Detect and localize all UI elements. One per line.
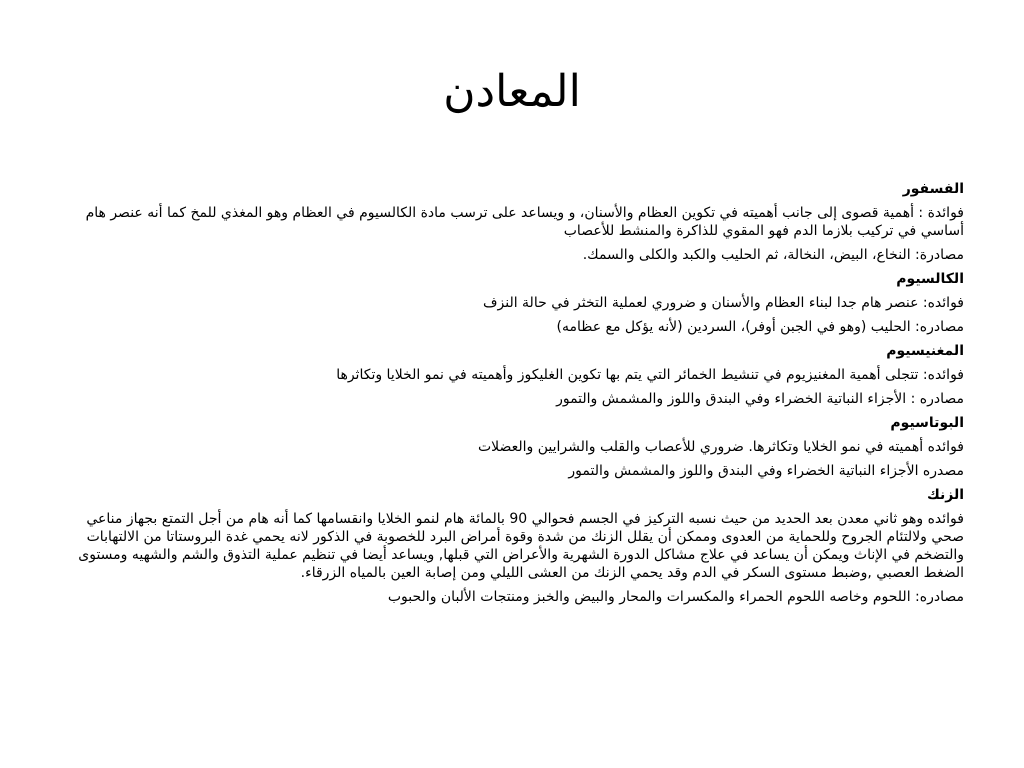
section-paragraph: مصادره : الأجزاء النباتية الخضراء وفي البندق واللوز والمشمش والتمور xyxy=(556,391,964,407)
section-magnesium xyxy=(64,342,964,408)
section-paragraph: مصادره: اللحوم وخاصه اللحوم الحمراء والمكسرات والمحار والبيض والخبز ومنتجات الألبان والحبوب xyxy=(387,589,964,605)
slide-title: المعادن xyxy=(443,66,581,117)
section-paragraph: فوائده وهو ثاني معدن بعد الحديد من حيث نسبه التركيز في الجسم فحوالي 90 بالمائة هام لنمو الخلايا وانقسامها كما أنه هام من أجل التمتع بجهاز مناعي صحي ولالتئام الجروح وللحماية من العدوى وممكن أن يقلل الزنك من شدة وقوة أمراض البرد للخصوبة في الذكور لانه يحمي غدة البروستاتا من الالتهابات والتضخم في الإناث ويمكن أن يساعد في علاج مشاكل الدورة الشهرية والأعراض التي قبلها, ويساعد أيضا في تنظيم عملية التذوق والشم والشهيه ومستوى الضغط العصبي ,وضبط مستوى السكر في الدم وقد يحمي الزنك من العشى الليلي ومن إصابة العين بالمياه الزرقاء. xyxy=(78,511,964,581)
slide-content xyxy=(64,180,964,612)
section-heading: الكالسيوم xyxy=(896,271,964,287)
section-heading: البوتاسيوم xyxy=(890,415,964,431)
section-paragraph: فوائده: عنصر هام جدا لبناء العظام والأسنان و ضروري لعملية التخثر في حالة النزف xyxy=(482,295,964,311)
section-phosphorus xyxy=(64,180,964,264)
section-heading: المغنيسيوم xyxy=(886,343,964,359)
section-paragraph: فوائده أهميته في نمو الخلايا وتكاثرها. ضروري للأعصاب والقلب والشرايين والعضلات xyxy=(477,439,964,455)
section-paragraph: فوائدة : أهمية قصوى إلى جانب أهميته في تكوين العظام والأسنان، و ويساعد على ترسب مادة الكالسيوم في العظام وهو المغذي للمخ كما أنه عنصر هام أساسي في تركيب بلازما الدم فهو المقوي للذاكرة والمنشط للأعصاب xyxy=(85,205,964,239)
section-heading: الزنك xyxy=(926,487,964,503)
section-paragraph: مصادرة: النخاع، البيض، النخالة، ثم الحليب والكبد والكلى والسمك. xyxy=(582,247,964,263)
section-potassium xyxy=(64,414,964,480)
section-zinc xyxy=(64,486,964,606)
section-paragraph: فوائده: تتجلى أهمية المغنيزيوم في تنشيط الخمائر التي يتم بها تكوين الغليكوز وأهميته في نمو الخلايا وتكاثرها xyxy=(336,367,964,383)
section-paragraph: مصادره: الحليب (وهو في الجبن أوفر)، السردين (لأنه يؤكل مع عظامه) xyxy=(556,319,964,335)
section-heading: الفسفور xyxy=(902,181,964,197)
section-paragraph: مصدره الأجزاء النباتية الخضراء وفي البندق واللوز والمشمش والتمور xyxy=(568,463,964,479)
section-calcium xyxy=(64,270,964,336)
